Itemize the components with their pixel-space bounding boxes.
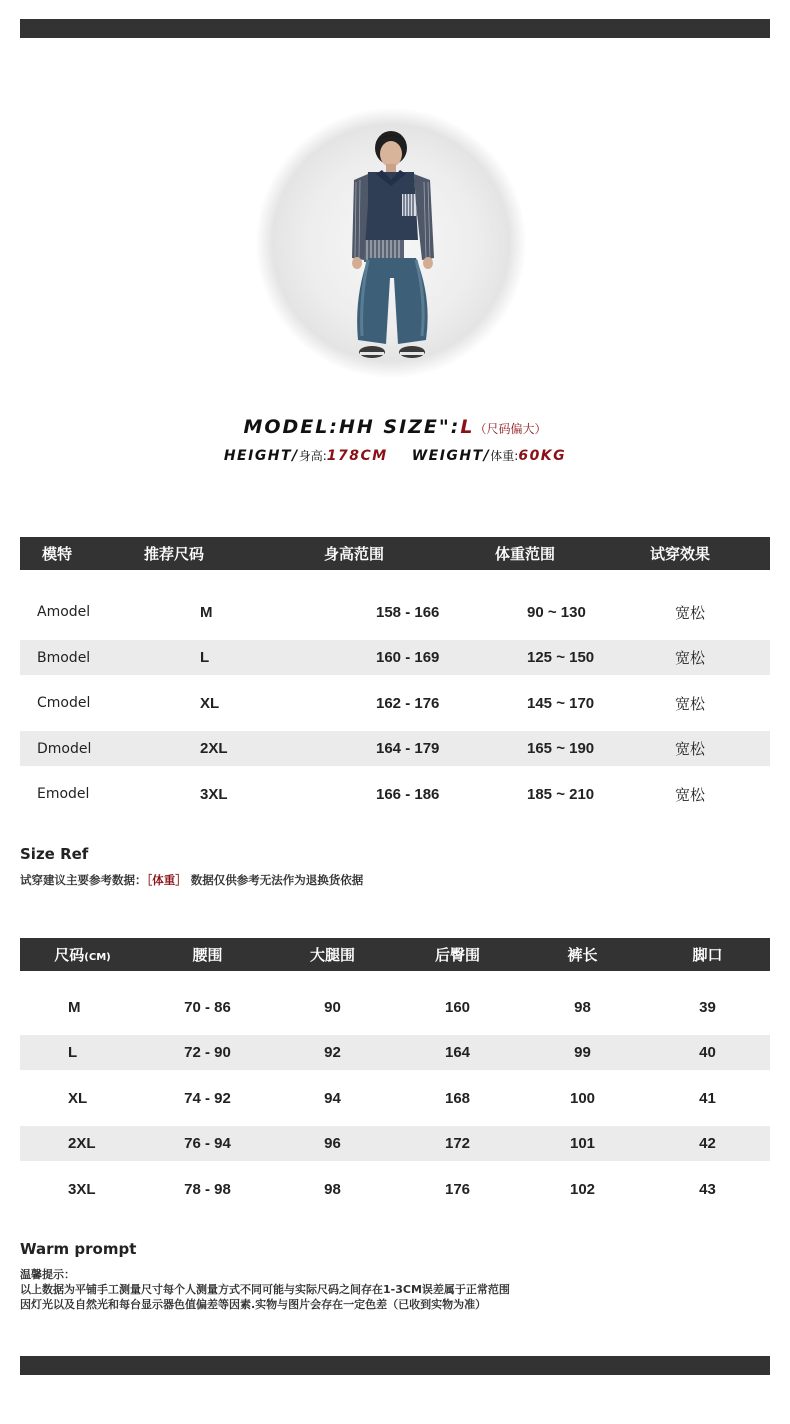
weight-cn-label: 体重:: [490, 449, 519, 463]
header-model: 模特: [42, 545, 73, 563]
cell-effect: 宽松: [674, 603, 705, 622]
cell-hip: 164: [444, 1044, 471, 1061]
cell-hip: 168: [444, 1089, 471, 1107]
table-row: [20, 680, 770, 726]
table-row: [20, 1075, 770, 1121]
header-size-unit: (CM): [84, 952, 111, 963]
cell-length: 101: [569, 1135, 596, 1152]
cell-thigh: 98: [324, 1180, 341, 1198]
cell-weight: 145 ~ 170: [527, 694, 595, 712]
model-size-value: L: [460, 416, 475, 438]
model-measurements-caption: [0, 447, 790, 464]
warm-prompt-text: [20, 1267, 510, 1312]
cell-effect: 宽松: [674, 740, 705, 758]
cell-weight: 185 ~ 210: [527, 785, 595, 803]
table-row: [20, 640, 770, 675]
table-row: [20, 771, 770, 817]
height-label: HEIGHT/: [223, 448, 299, 464]
warm-prompt-title: Warm prompt: [20, 1240, 137, 1258]
cell-size: XL: [200, 694, 220, 712]
cell-leg-opening: 43: [699, 1180, 716, 1198]
cell-height: 162 - 176: [376, 694, 440, 712]
cell-thigh: 92: [324, 1044, 341, 1061]
model-size-caption: [0, 416, 790, 438]
cell-model: Bmodel: [37, 649, 91, 666]
table-row: [20, 731, 770, 766]
cell-size: 2XL: [68, 1135, 96, 1152]
table-row: [20, 1166, 770, 1212]
top-bar: [20, 19, 770, 38]
size-ref-note: [20, 872, 363, 888]
cell-size: 3XL: [200, 785, 228, 803]
cell-size: XL: [68, 1089, 88, 1107]
cell-length: 99: [574, 1044, 591, 1061]
table-row: [20, 984, 770, 1030]
cell-model: Dmodel: [37, 740, 92, 757]
cell-height: 166 - 186: [376, 785, 440, 803]
header-fit-effect: 试穿效果: [649, 545, 710, 563]
warm-prompt-line: 温馨提示：: [20, 1268, 75, 1281]
size-ref-note-suffix: 数据仅供参考无法作为退换货依据: [186, 873, 364, 887]
weight-label: WEIGHT/: [411, 448, 491, 464]
header-weight-range: 体重范围: [494, 545, 555, 563]
header-recommended-size: 推荐尺码: [143, 545, 204, 563]
size-ref-title: Size Ref: [20, 845, 89, 863]
header-thigh: 大腿围: [309, 946, 355, 964]
cell-weight: 165 ~ 190: [527, 740, 595, 757]
warm-prompt-line: 因灯光以及自然光和每台显示器色值偏差等因素.实物与图片会存在一定色差（已收到实物为准）: [20, 1298, 487, 1311]
cell-waist: 72 - 90: [184, 1044, 231, 1061]
weight-value: 60KG: [518, 448, 567, 464]
cell-size: 3XL: [68, 1180, 96, 1198]
cell-leg-opening: 39: [699, 998, 716, 1016]
cell-leg-opening: 40: [699, 1044, 716, 1061]
cell-effect: 宽松: [674, 649, 705, 667]
model-fit-table: [20, 537, 770, 817]
cell-hip: 172: [444, 1135, 471, 1152]
cell-size: 2XL: [200, 740, 228, 757]
header-height-range: 身高范围: [323, 545, 384, 563]
model-size-note: （尺码偏大）: [474, 422, 547, 436]
warm-prompt-line: 以上数据为平铺手工测量尺寸每个人测量方式不同可能与实际尺码之间存在1-3CM误差属于正常范围: [20, 1283, 510, 1296]
cell-waist: 78 - 98: [184, 1180, 231, 1198]
cell-waist: 76 - 94: [184, 1135, 231, 1152]
table-row: [20, 1126, 770, 1161]
model-photo: [256, 108, 526, 378]
cell-length: 100: [569, 1089, 596, 1107]
cell-hip: 176: [444, 1180, 471, 1198]
cell-waist: 74 - 92: [184, 1089, 231, 1107]
cell-thigh: 90: [324, 998, 341, 1016]
height-cn-label: 身高:: [298, 449, 327, 463]
header-hip: 后臀围: [434, 946, 480, 964]
header-size: 尺码(CM): [54, 946, 111, 964]
cell-weight: 125 ~ 150: [527, 649, 595, 666]
cell-height: 160 - 169: [376, 649, 440, 666]
cell-weight: 90 ~ 130: [527, 603, 586, 621]
bottom-bar: [20, 1356, 770, 1375]
cell-size: L: [68, 1044, 78, 1061]
size-ref-note-highlight: ［体重］: [146, 873, 187, 887]
table-row: [20, 589, 770, 635]
cell-size: M: [68, 998, 81, 1016]
cell-size: M: [200, 603, 213, 621]
height-value: 178CM: [326, 448, 388, 464]
header-waist: 腰围: [192, 946, 223, 964]
cell-waist: 70 - 86: [184, 998, 231, 1016]
cell-effect: 宽松: [674, 785, 705, 804]
cell-model: Cmodel: [37, 695, 91, 711]
header-length: 裤长: [567, 946, 598, 964]
cell-length: 102: [569, 1180, 596, 1198]
cell-model: Emodel: [37, 786, 90, 802]
table-row: [20, 1035, 770, 1070]
cell-model: Amodel: [37, 604, 91, 620]
model-figure: [256, 108, 526, 378]
cell-height: 158 - 166: [376, 603, 440, 621]
header-leg-opening: 脚口: [692, 946, 723, 964]
size-ref-note-prefix: 试穿建议主要参考数据：: [20, 873, 147, 887]
cell-thigh: 96: [324, 1135, 341, 1152]
cell-thigh: 94: [324, 1089, 341, 1107]
cell-effect: 宽松: [674, 694, 705, 713]
cell-size: L: [200, 649, 210, 666]
size-chart-table: [20, 938, 770, 1212]
model-size-prefix: MODEL:HH SIZE":: [243, 416, 461, 438]
cell-height: 164 - 179: [376, 740, 440, 757]
cell-length: 98: [574, 998, 591, 1016]
cell-leg-opening: 42: [699, 1135, 716, 1152]
size-chart-table-header: [20, 938, 770, 971]
model-fit-table-header: [20, 537, 770, 570]
cell-hip: 160: [444, 998, 471, 1016]
cell-leg-opening: 41: [699, 1089, 716, 1107]
